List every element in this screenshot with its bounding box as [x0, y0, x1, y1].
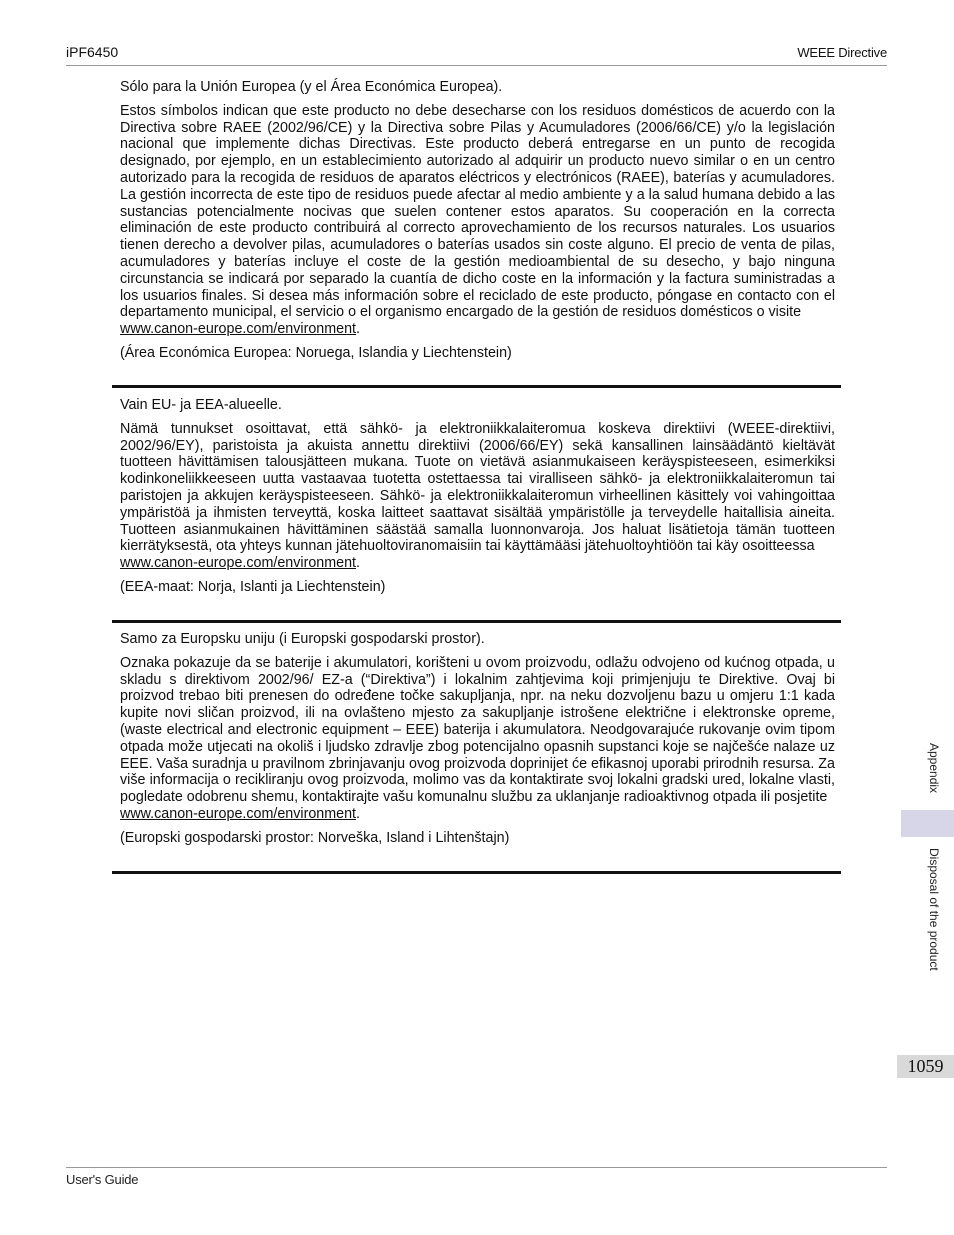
section-body-text: Oznaka pokazuje da se baterije i akumulatori, korišteni u ovom proizvodu, odlažu odvojeno od kućnog otpada, u skladu s direktivom 2002/96/ EZ-a (“Direktiva”) i lokalnim zahtjevima koji primjenjuju te Direktive. Ovaj bi proizvod trebao biti prenesen do određene točke sakupljanja, npr. na neku dozvoljenu bazu u omjeru 1:1 kada kupite novi sličan proizvod, ili na ovlašteno mjesto za sakupljanje istrošene električne i elektronske opreme, (waste electrical and electronic equipment – EEE) baterija i akumulatora. Neodgovarajuće rukovanje ovim tipom otpada može utjecati na okoliš i ljudsko zdravlje zbog potencijalno opasnih supstanci koje se najčešće nalaze uz EEE. Vaša suradnja u pravilnom zbrinjavanju ovog proizvoda doprinijet će efikasnoj uporabi prirodnih resursa. Za više informacija o recikliranju ovog proizvoda, molimo vas da kontaktirate svoj lokalni gradski ured, lokalne vlasti, pogledate odobrenu shemu, kontaktirajte vašu komunalnu službu za uklanjanje radioaktivnog otpada ili posjetite — [120, 654, 835, 806]
side-tab-disposal[interactable]: Disposal of the product — [927, 848, 941, 971]
section-body — [120, 103, 835, 338]
page-header-section: WEEE Directive — [797, 45, 887, 60]
section-note: (Área Económica Europea: Noruega, Islandia y Liechtenstein) — [120, 344, 512, 361]
section-note: (EEA-maat: Norja, Islanti ja Liechtenstein) — [120, 578, 386, 595]
footer-title: User's Guide — [66, 1172, 139, 1187]
weee-section-hr — [120, 631, 835, 847]
section-divider — [112, 871, 841, 874]
section-intro: Vain EU- ja EEA-alueelle. — [120, 397, 282, 413]
header-divider — [66, 65, 887, 66]
environment-link[interactable]: www.canon-europe.com/environment — [120, 805, 357, 822]
weee-section-fi — [120, 397, 835, 596]
link-period: . — [356, 555, 361, 572]
section-intro: Samo za Europsku uniju (i Europski gospodarski prostor). — [120, 631, 485, 647]
footer-divider — [66, 1167, 887, 1168]
side-tab-marker — [901, 810, 954, 837]
link-period: . — [356, 321, 361, 338]
page-header-model: iPF6450 — [66, 44, 119, 60]
section-divider — [112, 385, 841, 388]
section-divider — [112, 620, 841, 623]
section-note: (Europski gospodarski prostor: Norveška, Island i Lihtenštajn) — [120, 829, 510, 846]
weee-section-es — [120, 79, 835, 362]
section-body — [120, 421, 835, 572]
side-tab-appendix[interactable]: Appendix — [927, 743, 941, 794]
link-period: . — [356, 805, 361, 822]
page-number: 1059 — [897, 1055, 954, 1078]
section-body-text: Nämä tunnukset osoittavat, että sähkö- ja elektroniikkalaiteromua koskeva direktiivi (WEEE-direktiivi, 2002/96/EY), paristoista ja akuista annettu direktiivi (2006/66/EY) sekä kansallinen lainsäädäntö kieltävät tuotteen hävittämisen talousjätteen mukana. Tuote on vietävä asianmukaiseen keräyspisteeseen, esimerkiksi kodinkoneliikkeeseen uutta vastaavaa tuotetta ostettaessa tai viralliseen sähkö- ja elektroniikkalaiteromun tai paristojen ja akkujen keräyspisteeseen. Sähkö- ja elektroniikkalaiteromun virheellinen käsittely voi vahingoittaa ympäristöä ja ihmisten terveyttä, koska laitteet saattavat sisältää ympäristölle ja terveydelle haitallisia aineita. Tuotteen asianmukainen hävittäminen säästää samalla luonnonvaroja. Jos haluat lisätietoja tämän tuotteen kierrätyksestä, ota yhteys kunnan jätehuoltoviranomaisiin tai käyttämääsi jätehuoltoyhtiöön tai käy osoitteessa — [120, 420, 835, 555]
section-body — [120, 655, 835, 823]
section-intro: Sólo para la Unión Europea (y el Área Económica Europea). — [120, 79, 503, 95]
section-body-text: Estos símbolos indican que este producto no debe desecharse con los residuos domésticos de acuerdo con la Directiva sobre RAEE (2002/96/CE) y la Directiva sobre Pilas y Acumuladores (2006/66/CE) y/o la legislación nacional que implemente dichas Directivas. Este producto deberá entregarse en un punto de recogida designado, por ejemplo, en un establecimiento autorizado al adquirir un producto nuevo similar o en un centro autorizado para la recogida de residuos de aparatos eléctricos y electrónicos (RAEE), baterías y acumuladores. La gestión incorrecta de este tipo de residuos puede afectar al medio ambiente y a la salud humana debido a las sustancias potencialmente nocivas que suelen contener estos aparatos. Su cooperación en la correcta eliminación de este producto contribuirá al correcto aprovechamiento de los recursos naturales. Los usuarios tienen derecho a devolver pilas, acumuladores o baterías usados sin coste alguno. El precio de venta de pilas, acumuladores y baterías incluye el coste de la gestión medioambiental de su desecho, y bajo ninguna circunstancia se indicará por separado la cuantía de dicho coste en la información y la factura suministradas a los usuarios finales. Si desea más información sobre el reciclado de este producto, póngase en contacto con el departamento municipal, el servicio o el organismo encargado de la gestión de residuos domésticos o visite — [120, 102, 835, 321]
environment-link[interactable]: www.canon-europe.com/environment — [120, 321, 357, 338]
environment-link[interactable]: www.canon-europe.com/environment — [120, 555, 357, 572]
